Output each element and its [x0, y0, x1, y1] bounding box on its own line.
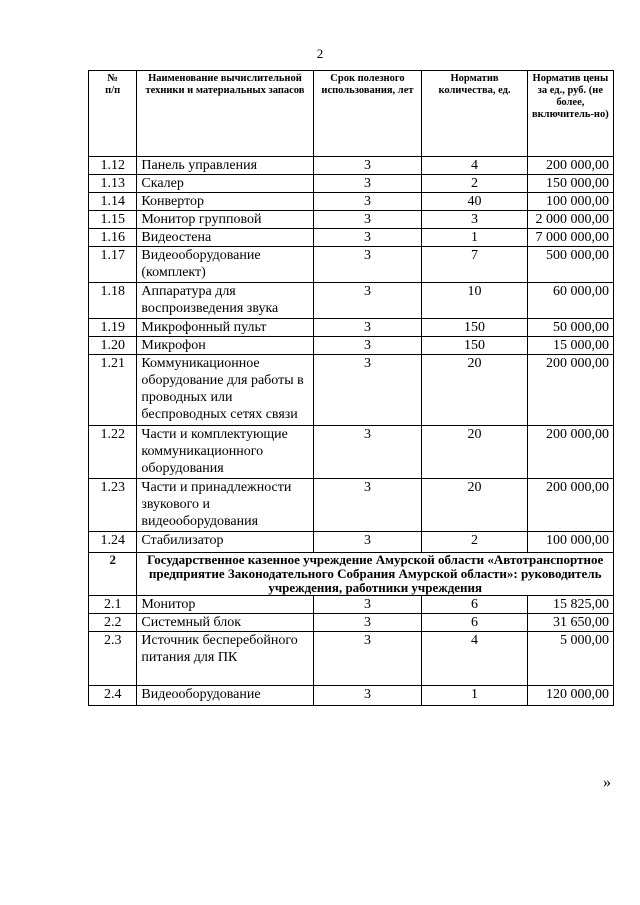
- item-name: Стабилизатор: [137, 532, 313, 553]
- quantity-norm: 150: [422, 337, 527, 355]
- row-number: 1.18: [89, 283, 137, 319]
- row-number: 1.13: [89, 175, 137, 193]
- useful-life: 3: [313, 211, 422, 229]
- header-qty: [422, 71, 527, 157]
- table-row: [89, 157, 614, 175]
- item-name: Монитор: [137, 596, 313, 614]
- header-price-text: Норматив цены за ед., руб. (не более, включитель-но): [531, 73, 609, 120]
- price-norm: 200 000,00: [527, 355, 613, 426]
- header-price: [527, 71, 613, 157]
- quantity-norm: 20: [422, 479, 527, 532]
- row-number: 2.4: [89, 686, 137, 706]
- row-number: 1.19: [89, 319, 137, 337]
- row-number: 2.3: [89, 632, 137, 686]
- table-row: [89, 632, 614, 686]
- price-norm: 60 000,00: [527, 283, 613, 319]
- item-name: Микрофонный пульт: [137, 319, 313, 337]
- page-number: 2: [316, 46, 324, 61]
- useful-life: 3: [313, 157, 422, 175]
- quantity-norm: 10: [422, 283, 527, 319]
- table-row: [89, 193, 614, 211]
- item-name: Источник бесперебойного питания для ПК: [137, 632, 313, 686]
- table-row: [89, 283, 614, 319]
- header-qty-text: Норматив количества, ед.: [438, 73, 511, 96]
- quantity-norm: 150: [422, 319, 527, 337]
- table-row: [89, 686, 614, 706]
- table-row: [89, 614, 614, 632]
- item-name: Видеооборудование: [137, 686, 313, 706]
- header-num-text: № п/п: [105, 73, 121, 96]
- quantity-norm: 2: [422, 175, 527, 193]
- quantity-norm: 3: [422, 211, 527, 229]
- useful-life: 3: [313, 283, 422, 319]
- row-number: 2.1: [89, 596, 137, 614]
- table-row: [89, 319, 614, 337]
- price-norm: 120 000,00: [527, 686, 613, 706]
- row-number: 1.16: [89, 229, 137, 247]
- price-norm: 50 000,00: [527, 319, 613, 337]
- quantity-norm: 4: [422, 632, 527, 686]
- item-name: Системный блок: [137, 614, 313, 632]
- table-header-row: [89, 71, 614, 157]
- table-row: [89, 175, 614, 193]
- price-norm: 100 000,00: [527, 532, 613, 553]
- item-name: Части и комплектующие коммуникационного оборудования: [137, 426, 313, 479]
- header-term: [313, 71, 422, 157]
- table-row: [89, 229, 614, 247]
- row-number: 1.17: [89, 247, 137, 283]
- useful-life: 3: [313, 632, 422, 686]
- useful-life: 3: [313, 596, 422, 614]
- quantity-norm: 2: [422, 532, 527, 553]
- item-name: Видеостена: [137, 229, 313, 247]
- quantity-norm: 1: [422, 686, 527, 706]
- quantity-norm: 20: [422, 355, 527, 426]
- table-row: [89, 479, 614, 532]
- header-name: [137, 71, 313, 157]
- useful-life: 3: [313, 175, 422, 193]
- row-number: 1.15: [89, 211, 137, 229]
- org-num: 2: [89, 553, 137, 596]
- price-norm: 15 000,00: [527, 337, 613, 355]
- price-norm: 2 000 000,00: [527, 211, 613, 229]
- table-row: [89, 337, 614, 355]
- table-body-org: [89, 553, 614, 596]
- row-number: 1.14: [89, 193, 137, 211]
- table-row: [89, 596, 614, 614]
- item-name: Аппаратура для воспроизведения звука: [137, 283, 313, 319]
- quantity-norm: 4: [422, 157, 527, 175]
- org-title: Государственное казенное учреждение Амурской области «Автотранспортное предприятие Законодательного Собрания Амурской области»: руководитель учреждения, работники учреждения: [137, 553, 614, 596]
- header-num: [89, 71, 137, 157]
- table-row: [89, 426, 614, 479]
- header-term-text: Срок полезного использования, лет: [321, 73, 414, 96]
- useful-life: 3: [313, 247, 422, 283]
- price-norm: 5 000,00: [527, 632, 613, 686]
- useful-life: 3: [313, 355, 422, 426]
- price-norm: 200 000,00: [527, 479, 613, 532]
- header-name-text: Наименование вычислительной техники и материальных запасов: [145, 73, 305, 96]
- useful-life: 3: [313, 337, 422, 355]
- useful-life: 3: [313, 426, 422, 479]
- price-norm: 100 000,00: [527, 193, 613, 211]
- item-name: Коммуникационное оборудование для работы в проводных или беспроводных сетях связи: [137, 355, 313, 426]
- quantity-norm: 20: [422, 426, 527, 479]
- closing-quote: »: [603, 774, 611, 791]
- useful-life: 3: [313, 686, 422, 706]
- row-number: 1.20: [89, 337, 137, 355]
- useful-life: 3: [313, 614, 422, 632]
- row-number: 1.22: [89, 426, 137, 479]
- table-row: [89, 211, 614, 229]
- item-name: Видеооборудование (комплект): [137, 247, 313, 283]
- table-body-section-1: [89, 157, 614, 553]
- row-number: 1.24: [89, 532, 137, 553]
- price-norm: 7 000 000,00: [527, 229, 613, 247]
- item-name: Монитор групповой: [137, 211, 313, 229]
- quantity-norm: 6: [422, 614, 527, 632]
- useful-life: 3: [313, 319, 422, 337]
- price-norm: 200 000,00: [527, 157, 613, 175]
- item-name: Панель управления: [137, 157, 313, 175]
- quantity-norm: 1: [422, 229, 527, 247]
- useful-life: 3: [313, 532, 422, 553]
- org-section-row: [89, 553, 614, 596]
- price-norm: 200 000,00: [527, 426, 613, 479]
- row-number: 1.23: [89, 479, 137, 532]
- table-row: [89, 355, 614, 426]
- quantity-norm: 7: [422, 247, 527, 283]
- row-number: 1.21: [89, 355, 137, 426]
- table-row: [89, 247, 614, 283]
- item-name: Микрофон: [137, 337, 313, 355]
- item-name: Конвертор: [137, 193, 313, 211]
- quantity-norm: 40: [422, 193, 527, 211]
- item-name: Скалер: [137, 175, 313, 193]
- useful-life: 3: [313, 193, 422, 211]
- norms-table: [88, 70, 614, 706]
- useful-life: 3: [313, 479, 422, 532]
- item-name: Части и принадлежности звукового и видеооборудования: [137, 479, 313, 532]
- price-norm: 500 000,00: [527, 247, 613, 283]
- table-row: [89, 532, 614, 553]
- price-norm: 31 650,00: [527, 614, 613, 632]
- quantity-norm: 6: [422, 596, 527, 614]
- row-number: 1.12: [89, 157, 137, 175]
- useful-life: 3: [313, 229, 422, 247]
- price-norm: 150 000,00: [527, 175, 613, 193]
- price-norm: 15 825,00: [527, 596, 613, 614]
- table-body-section-2: [89, 596, 614, 706]
- row-number: 2.2: [89, 614, 137, 632]
